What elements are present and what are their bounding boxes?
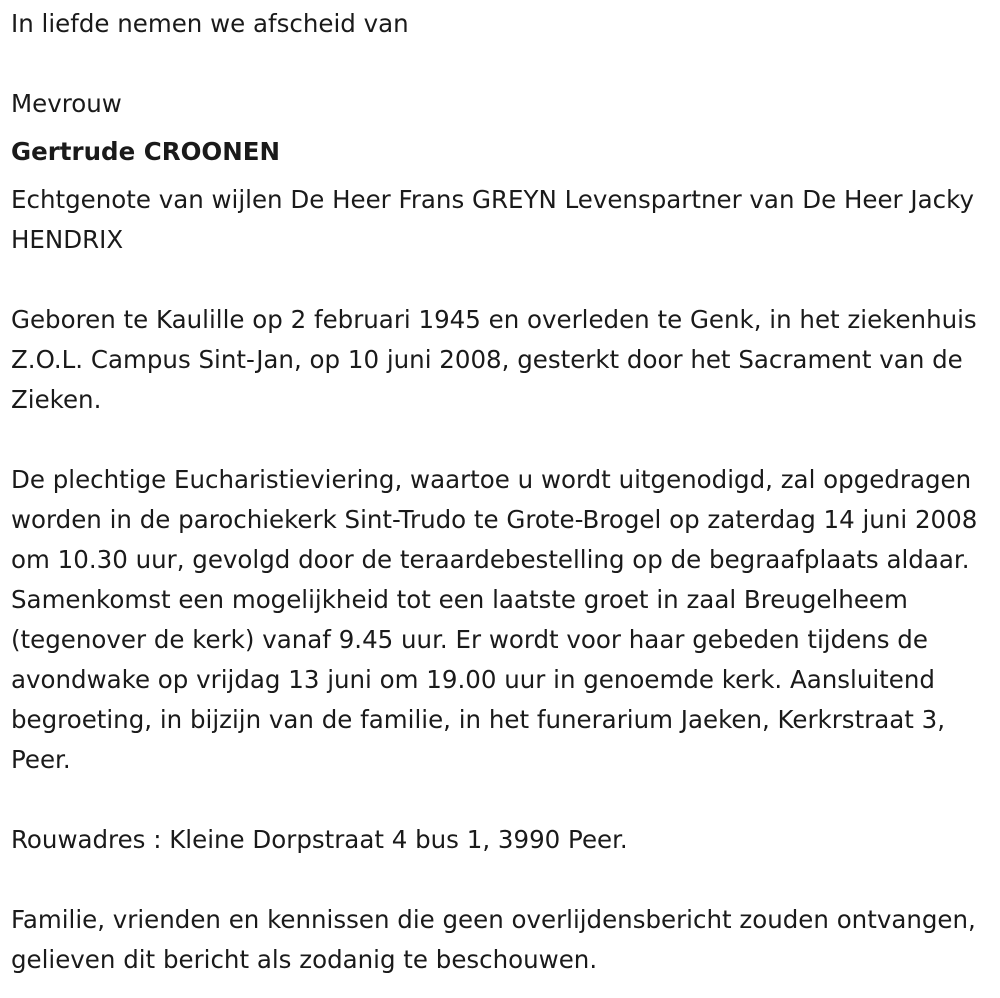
relation-paragraph: Echtgenote van wijlen De Heer Frans GREYN Levenspartner van De Heer Jacky HENDRIX — [11, 185, 974, 254]
notice-paragraph: Familie, vrienden en kennissen die geen overlijdensbericht zouden ontvangen, gelieven dit bericht als zodanig te beschouwen. — [11, 905, 976, 974]
birth-death-paragraph: Geboren te Kaulille op 2 februari 1945 en overleden te Genk, in het ziekenhuis Z.O.L. Campus Sint-Jan, op 10 juni 2008, gesterkt door het Sacrament van de Zieken. — [11, 305, 977, 414]
salutation: Mevrouw — [11, 89, 122, 118]
obituary-document — [11, 4, 986, 980]
intro-line: In liefde nemen we afscheid van — [11, 9, 409, 38]
ceremony-paragraph: De plechtige Eucharistieviering, waartoe u wordt uitgenodigd, zal opgedragen worden in de parochiekerk Sint-Trudo te Grote-Brogel op zaterdag 14 juni 2008 om 10.30 uur, gevolgd door de teraardebestelling op de begraafplaats aldaar. Samenkomst een mogelijkheid tot een laatste groet in zaal Breugelheem (tegenover de kerk) vanaf 9.45 uur. Er wordt voor haar gebeden tijdens de avondwake op vrijdag 13 juni om 19.00 uur in genoemde kerk. Aansluitend begroeting, in bijzijn van de familie, in het funerarium Jaeken, Kerkrstraat 3, Peer. — [11, 465, 978, 774]
deceased-name: Gertrude CROONEN — [11, 137, 280, 166]
address-line: Rouwadres : Kleine Dorpstraat 4 bus 1, 3990 Peer. — [11, 825, 628, 854]
